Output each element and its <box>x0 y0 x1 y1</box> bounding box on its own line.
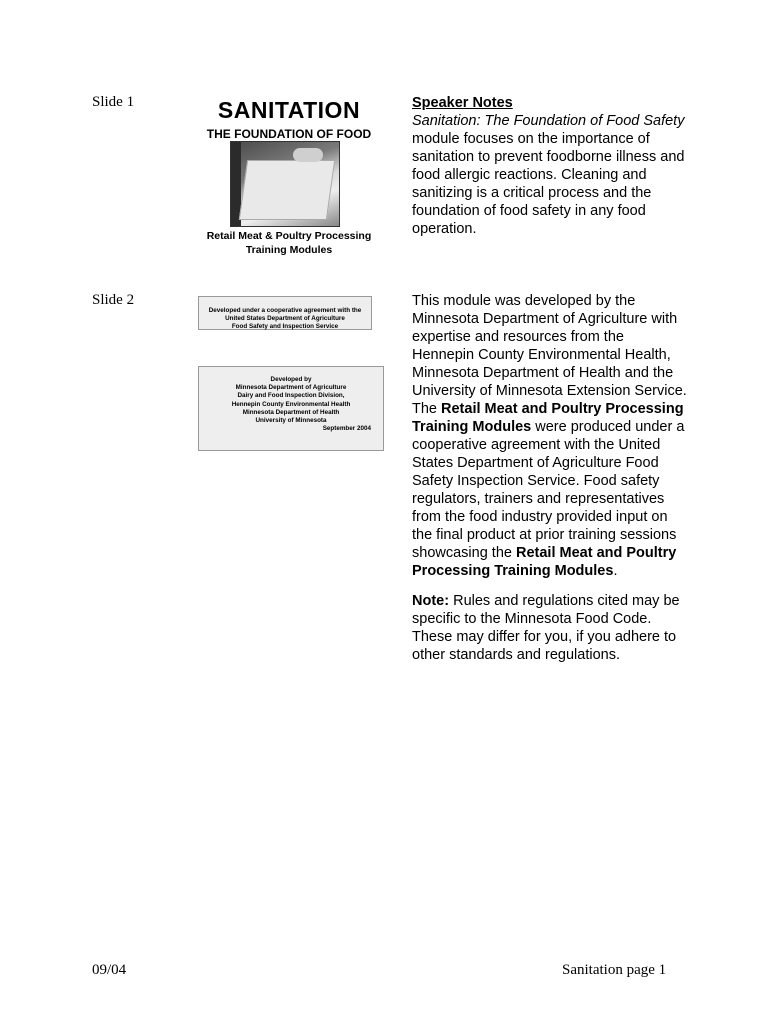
slide-2-credits-line: Hennepin County Environmental Health <box>231 400 351 408</box>
note-text: This module was developed by the Minnesota Department of Agriculture with expertise and resources from the Hennepin County Environmental Health, Minnesota Department of Health and the University of Minnesota Extension Service. The <box>412 293 687 417</box>
note-text: were produced under a cooperative agreement with the United States Department of Agriculture Food Safety Inspection Service. Food safety regulators, trainers and representatives from the food industry provided input on the final product at prior training sessions showcasing the <box>412 419 685 561</box>
speaker-notes-2 <box>412 292 687 664</box>
module-title-italic: Sanitation: The Foundation of Food Safety <box>412 113 685 129</box>
slide-2-label: Slide 2 <box>92 292 135 308</box>
slide-2-date: September 2004 <box>322 425 371 433</box>
slide-2-agreement-line: United States Department of Agriculture <box>225 315 345 323</box>
slide-2-credits-line: Developed by <box>270 376 312 383</box>
speaker-notes-paragraph-3 <box>412 592 687 664</box>
note-text: Rules and regulations cited may be specific to the Minnesota Food Code. These may differ for you, if you adhere to other standards and regulations. <box>412 593 680 663</box>
footer-page-number: Sanitation page 1 <box>562 962 667 978</box>
module-name-bold: Retail Meat and Poultry Processing Training Modules <box>412 545 677 579</box>
slide-1-label: Slide 1 <box>92 94 135 110</box>
slide-1-caption-line-1: Retail Meat & Poultry Processing <box>206 230 372 242</box>
speaker-notes-1 <box>412 94 687 238</box>
slide-2-credits-box <box>198 366 384 451</box>
slide-2-agreement-line: Food Safety and Inspection Service <box>231 323 339 331</box>
slide-1-subtitle: THE FOUNDATION OF FOOD <box>206 127 372 141</box>
speaker-notes-paragraph-1 <box>412 112 687 238</box>
slide-2-credits-line: Minnesota Department of Health <box>242 408 340 416</box>
note-text: module focuses on the importance of sanitation to prevent foodborne illness and food allergic reactions. Cleaning and sanitizing is a critical process and the foundation of food safety in any food operation. <box>412 131 685 237</box>
note-text: . <box>613 563 618 579</box>
slide-2-agreement-line: Developed under a cooperative agreement with the <box>208 307 362 314</box>
slide-1-caption <box>196 229 382 257</box>
slide-1-title: SANITATION <box>217 97 361 123</box>
speaker-notes-heading: Speaker Notes <box>412 95 513 111</box>
module-name-bold: Retail Meat and Poultry Processing Training Modules <box>412 401 684 435</box>
footer-date: 09/04 <box>92 962 127 978</box>
slide-2-agreement-box <box>198 296 372 330</box>
slide-2-credits-line: Minnesota Department of Agriculture <box>235 384 347 392</box>
slide-2-credits-line: University of Minnesota <box>255 417 327 425</box>
speaker-notes-paragraph-2 <box>412 292 687 580</box>
slide-2-credits-line: Dairy and Food Inspection Division, <box>237 392 345 400</box>
slide-1-caption-line-2: Training Modules <box>245 244 333 256</box>
slide-1-photo <box>230 141 340 227</box>
note-label: Note: <box>412 593 450 609</box>
